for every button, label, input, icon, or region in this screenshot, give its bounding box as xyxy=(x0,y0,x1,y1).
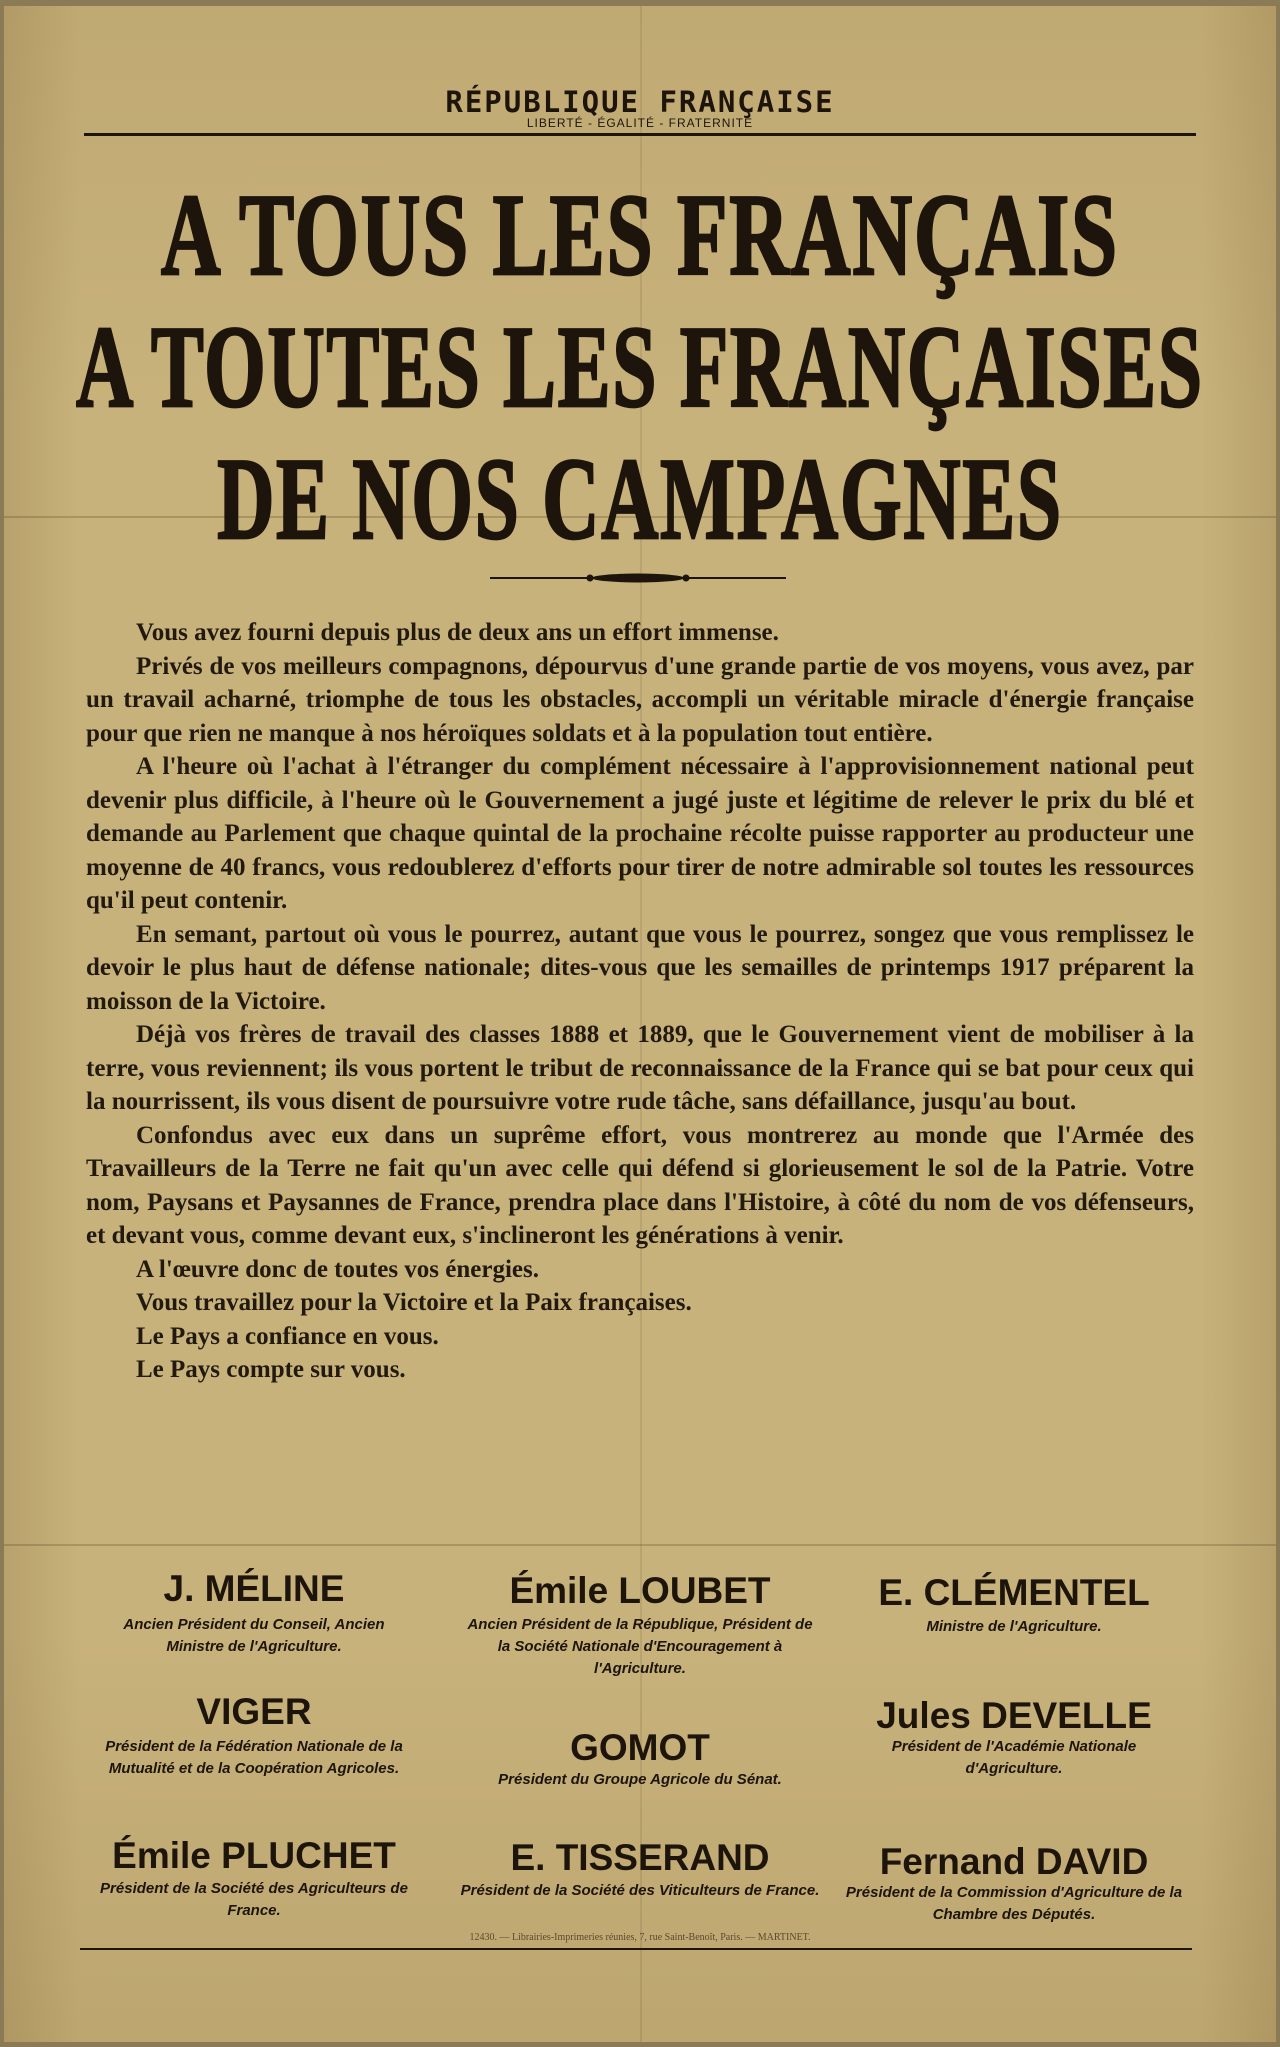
headline-line-1: A TOUS LES FRANÇAIS xyxy=(161,169,1119,300)
signatory-title: Ministre de l'Agriculture. xyxy=(926,1618,1102,1635)
signatory-name: Fernand DAVID xyxy=(879,1841,1149,1882)
signatory-title: Président de la Commission d'Agriculture de la Chambre des Députés. xyxy=(845,1884,1183,1923)
paragraph: En semant, partout où vous le pourrez, autant que vous le pourrez, songez que vous remplissez le devoir le plus haut de défense nationale; dites-vous que les semailles de printemps 1917 préparent la moisson de la Victoire. xyxy=(86,920,1194,1015)
paragraph: A l'œuvre donc de toutes vos énergies. xyxy=(136,1255,539,1283)
republic-heading: RÉPUBLIQUE FRANÇAISE xyxy=(445,85,835,119)
headline-line-2: A TOUTES LES FRANÇAISES xyxy=(76,301,1204,432)
motto: LIBERTÉ - ÉGALITÉ - FRATERNITÉ xyxy=(526,116,754,130)
paragraph: Confondus avec eux dans un suprême effort, vous montrerez au monde que l'Armée des Travailleurs de la Terre ne fait qu'un avec celle qui défend si glorieusement le sol de la Patrie. Votre nom, Paysans et Paysannes de France, prendra place dans l'Histoire, à côté du nom de vos défenseurs, et devant vous, comme devant eux, s'inclineront les générations à venir. xyxy=(86,1121,1194,1249)
paragraph: Privés de vos meilleurs compagnons, dépourvus d'une grande partie de vos moyens, vous avez, par un travail acharné, triomphe de tous les obstacles, accompli un véritable miracle d'énergie française pour que rien ne manque à nos héroïques soldats et à la population tout entière. xyxy=(86,652,1194,747)
signatory-name: Jules DEVELLE xyxy=(876,1695,1152,1736)
signatory-title: Président de la Société des Viticulteurs de France. xyxy=(460,1882,820,1899)
headline-line-3: DE NOS CAMPAGNES xyxy=(217,433,1063,564)
signatory-name: E. CLÉMENTEL xyxy=(878,1572,1150,1613)
footer-rule xyxy=(80,1948,1192,1950)
signatory-title: Ancien Président du Conseil, Ancien Ministre de l'Agriculture. xyxy=(123,1616,385,1655)
ornament-divider xyxy=(490,572,786,584)
paragraph: Vous travaillez pour la Victoire et la Paix françaises. xyxy=(136,1289,692,1316)
printer-imprint: 12430. — Librairies-Imprimeries réunies, 7, rue Saint-Benoît, Paris. — MARTINET. xyxy=(469,1932,811,1943)
signatory-title: Président de l'Académie Nationale d'Agriculture. xyxy=(891,1738,1137,1777)
paragraph: Vous avez fourni depuis plus de deux ans un effort immense. xyxy=(136,619,779,646)
signatory-name: VIGER xyxy=(196,1691,312,1732)
signatory-name: J. MÉLINE xyxy=(163,1568,345,1609)
signatory-name: Émile PLUCHET xyxy=(112,1835,396,1876)
paragraph: Le Pays compte sur vous. xyxy=(136,1356,406,1383)
signatory-title: Président de la Société des Agriculteurs de France. xyxy=(100,1880,408,1919)
signatory-title: Ancien Président de la République, Président de la Société Nationale d'Encouragement à l'Agriculture. xyxy=(467,1616,813,1677)
paragraph: Le Pays a confiance en vous. xyxy=(136,1322,439,1350)
proclamation-text xyxy=(86,616,1194,1387)
signatory-name: GOMOT xyxy=(570,1727,710,1768)
poster-sheet xyxy=(4,6,1276,2042)
header-rule xyxy=(84,133,1196,136)
signatory-name: Émile LOUBET xyxy=(509,1570,771,1611)
signatory-name: E. TISSERAND xyxy=(510,1837,770,1878)
paragraph: A l'heure où l'achat à l'étranger du complément nécessaire à l'approvisionnement national peut devenir plus difficile, à l'heure où le Gouvernement a jugé juste et légitime de relever le prix du blé et demande au Parlement que chaque quintal de la prochaine récolte puisse rapporter au producteur une moyenne de 40 francs, vous redoublerez d'efforts pour tirer de notre admirable sol toutes les ressources qu'il peut contenir. xyxy=(86,753,1194,914)
paragraph: Déjà vos frères de travail des classes 1888 et 1889, que le Gouvernement vient de mobiliser à la terre, vous reviennent; ils vous portent le tribut de reconnaissance de la France qui se bat pour ceux qui la nourrissent, ils vous disent de poursuivre votre rude tâche, sans défaillance, jusqu'au bout. xyxy=(86,1021,1194,1115)
signatory-title: Président de la Fédération Nationale de la Mutualité et de la Coopération Agricoles. xyxy=(105,1738,403,1777)
signatory-title: Président du Groupe Agricole du Sénat. xyxy=(498,1771,782,1788)
